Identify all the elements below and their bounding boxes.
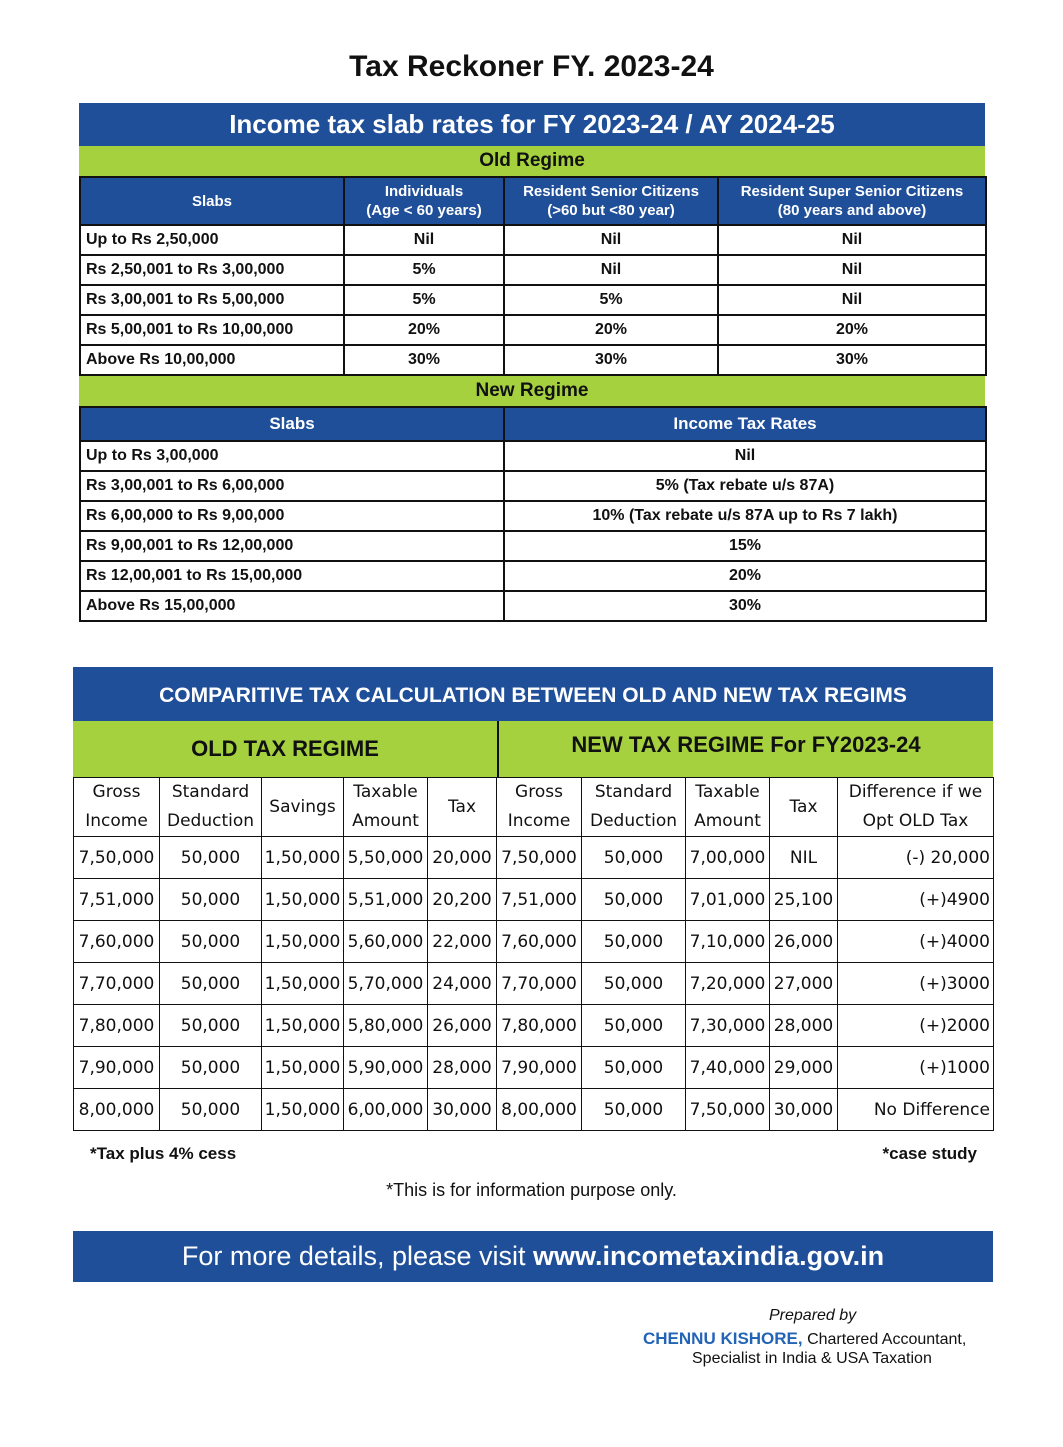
rate-cell: Nil	[718, 285, 986, 315]
comparison-header: Standard Deduction	[582, 778, 686, 837]
new-regime-row	[80, 591, 986, 621]
comparison-cell: 7,90,000	[74, 1047, 160, 1089]
comparison-cell: (+)4900	[838, 879, 994, 921]
new-regime-header: Income Tax Rates	[504, 407, 986, 441]
slab-cell: Up to Rs 3,00,000	[80, 441, 504, 471]
comparison-cell: 5,90,000	[344, 1047, 428, 1089]
comparison-cell: 7,40,000	[686, 1047, 770, 1089]
comparison-cell: 7,90,000	[497, 1047, 582, 1089]
comparison-heading: COMPARITIVE TAX CALCULATION BETWEEN OLD AND NEW TAX REGIMS	[73, 667, 993, 721]
rate-cell: 30%	[504, 591, 986, 621]
comparison-cell: 24,000	[428, 963, 497, 1005]
cess-note: *Tax plus 4% cess	[90, 1144, 237, 1163]
rate-cell: 5%	[504, 285, 718, 315]
slab-cell: Rs 6,00,000 to Rs 9,00,000	[80, 501, 504, 531]
comparison-cell: 1,50,000	[262, 1005, 344, 1047]
rate-cell: 30%	[718, 345, 986, 375]
prepared-by: Prepared by	[769, 1307, 857, 1324]
rate-cell: 20%	[718, 315, 986, 345]
comparison-row	[74, 963, 994, 1005]
slab-heading: Income tax slab rates for FY 2023-24 / AY 2024-25	[79, 103, 985, 146]
comparison-row	[74, 837, 994, 879]
comparison-cell: 8,00,000	[497, 1089, 582, 1131]
comparison-cell: 50,000	[582, 1005, 686, 1047]
comparison-cell: (-) 20,000	[838, 837, 994, 879]
rate-cell: 5% (Tax rebate u/s 87A)	[504, 471, 986, 501]
comparison-cell: (+)1000	[838, 1047, 994, 1089]
old-regime-row	[80, 285, 986, 315]
comparison-cell: 50,000	[160, 921, 262, 963]
regime-labels	[73, 721, 993, 777]
information-note: *This is for information purpose only.	[386, 1180, 677, 1200]
comparison-header: Standard Deduction	[160, 778, 262, 837]
slab-cell: Rs 2,50,001 to Rs 3,00,000	[80, 255, 344, 285]
new-tax-regime-label: NEW TAX REGIME For FY2023-24	[571, 732, 921, 757]
comparison-row	[74, 1047, 994, 1089]
comparison-row	[74, 921, 994, 963]
comparison-cell: 1,50,000	[262, 1089, 344, 1131]
comparison-header: Tax	[428, 778, 497, 837]
comparison-cell: 20,000	[428, 837, 497, 879]
comparison-cell: 7,70,000	[74, 963, 160, 1005]
comparison-row	[74, 1005, 994, 1047]
slab-rates-section	[79, 103, 985, 622]
comparison-cell: 50,000	[582, 1089, 686, 1131]
comparison-header: Taxable Amount	[686, 778, 770, 837]
comparison-cell: 6,00,000	[344, 1089, 428, 1131]
comparison-table	[73, 777, 994, 1131]
comparison-cell: 28,000	[428, 1047, 497, 1089]
page-title: Tax Reckoner FY. 2023-24	[349, 50, 714, 83]
slab-cell: Up to Rs 2,50,000	[80, 225, 344, 255]
comparison-cell: NIL	[770, 837, 838, 879]
comparison-cell: 50,000	[160, 1047, 262, 1089]
rate-cell: 20%	[504, 315, 718, 345]
old-regime-table	[79, 176, 987, 376]
rate-cell: Nil	[504, 441, 986, 471]
new-regime-label: New Regime	[79, 376, 985, 406]
old-regime-row	[80, 225, 986, 255]
comparison-cell: 5,51,000	[344, 879, 428, 921]
comparison-cell: 30,000	[770, 1089, 838, 1131]
comparison-cell: 25,100	[770, 879, 838, 921]
new-regime-row	[80, 501, 986, 531]
author-name: CHENNU KISHORE,	[643, 1329, 803, 1348]
comparison-cell: 7,70,000	[497, 963, 582, 1005]
comparison-cell: 7,60,000	[497, 921, 582, 963]
old-regime-label: Old Regime	[79, 146, 985, 176]
comparison-cell: 26,000	[428, 1005, 497, 1047]
comparison-cell: 30,000	[428, 1089, 497, 1131]
rate-cell: 5%	[344, 285, 504, 315]
comparison-cell: 5,80,000	[344, 1005, 428, 1047]
comparison-cell: 20,200	[428, 879, 497, 921]
rate-cell: 20%	[504, 561, 986, 591]
author-role: Chartered Accountant,	[802, 1331, 967, 1348]
slab-cell: Above Rs 10,00,000	[80, 345, 344, 375]
rate-cell: 30%	[344, 345, 504, 375]
comparison-cell: 7,51,000	[497, 879, 582, 921]
rate-cell: 30%	[504, 345, 718, 375]
comparison-cell: (+)4000	[838, 921, 994, 963]
rate-cell: 10% (Tax rebate u/s 87A up to Rs 7 lakh)	[504, 501, 986, 531]
comparison-cell: 50,000	[582, 879, 686, 921]
comparison-cell: 5,50,000	[344, 837, 428, 879]
comparison-cell: (+)3000	[838, 963, 994, 1005]
comparison-cell: 50,000	[582, 963, 686, 1005]
old-regime-row	[80, 345, 986, 375]
author-specialty: Specialist in India & USA Taxation	[692, 1350, 932, 1367]
comparison-cell: 50,000	[160, 1005, 262, 1047]
comparison-cell: 7,51,000	[74, 879, 160, 921]
comparison-cell: 26,000	[770, 921, 838, 963]
old-tax-regime-label: OLD TAX REGIME	[73, 721, 499, 777]
comparison-cell: 29,000	[770, 1047, 838, 1089]
rate-cell: 20%	[344, 315, 504, 345]
comparison-cell: 7,10,000	[686, 921, 770, 963]
rate-cell: Nil	[718, 225, 986, 255]
old-regime-header: Resident Super Senior Citizens (80 years and above)	[718, 177, 986, 225]
comparison-cell: 7,80,000	[74, 1005, 160, 1047]
comparison-cell: 1,50,000	[262, 963, 344, 1005]
comparison-row	[74, 1089, 994, 1131]
comparison-cell: 7,30,000	[686, 1005, 770, 1047]
author-line	[643, 1329, 966, 1349]
new-regime-table	[79, 406, 987, 622]
comparison-cell: 7,80,000	[497, 1005, 582, 1047]
comparison-header: Gross Income	[74, 778, 160, 837]
comparison-cell: 50,000	[582, 921, 686, 963]
comparison-cell: 8,00,000	[74, 1089, 160, 1131]
comparison-cell: 7,50,000	[497, 837, 582, 879]
new-regime-row	[80, 531, 986, 561]
comparison-cell: 5,60,000	[344, 921, 428, 963]
comparison-cell: 27,000	[770, 963, 838, 1005]
rate-cell: Nil	[504, 255, 718, 285]
old-regime-row	[80, 315, 986, 345]
comparison-section	[73, 667, 993, 1131]
new-regime-row	[80, 441, 986, 471]
visit-text: For more details, please visit	[181, 1241, 534, 1271]
comparison-cell: 1,50,000	[262, 1047, 344, 1089]
new-regime-header: Slabs	[80, 407, 504, 441]
slab-cell: Rs 12,00,001 to Rs 15,00,000	[80, 561, 504, 591]
slab-cell: Rs 5,00,001 to Rs 10,00,000	[80, 315, 344, 345]
comparison-cell: 1,50,000	[262, 879, 344, 921]
comparison-header: Gross Income	[497, 778, 582, 837]
comparison-header: Difference if we Opt OLD Tax	[838, 778, 994, 837]
rate-cell: 15%	[504, 531, 986, 561]
comparison-cell: 1,50,000	[262, 921, 344, 963]
comparison-cell: 5,70,000	[344, 963, 428, 1005]
comparison-cell: 50,000	[160, 1089, 262, 1131]
comparison-cell: 7,50,000	[686, 1089, 770, 1131]
comparison-cell: 7,01,000	[686, 879, 770, 921]
slab-cell: Rs 3,00,001 to Rs 5,00,000	[80, 285, 344, 315]
comparison-header: Tax	[770, 778, 838, 837]
old-regime-header: Resident Senior Citizens (>60 but <80 year)	[504, 177, 718, 225]
new-regime-row	[80, 471, 986, 501]
old-regime-header: Individuals (Age < 60 years)	[344, 177, 504, 225]
old-regime-header: Slabs	[80, 177, 344, 225]
comparison-cell: 7,50,000	[74, 837, 160, 879]
comparison-cell: 50,000	[582, 1047, 686, 1089]
rate-cell: Nil	[718, 255, 986, 285]
slab-cell: Rs 3,00,001 to Rs 6,00,000	[80, 471, 504, 501]
case-study-note: *case study	[882, 1144, 977, 1163]
rate-cell: Nil	[504, 225, 718, 255]
comparison-cell: 50,000	[160, 963, 262, 1005]
comparison-cell: 7,00,000	[686, 837, 770, 879]
slab-cell: Above Rs 15,00,000	[80, 591, 504, 621]
comparison-cell: No Difference	[838, 1089, 994, 1131]
comparison-header: Taxable Amount	[344, 778, 428, 837]
comparison-cell: 7,60,000	[74, 921, 160, 963]
comparison-row	[74, 879, 994, 921]
comparison-cell: (+)2000	[838, 1005, 994, 1047]
comparison-cell: 50,000	[160, 837, 262, 879]
new-regime-row	[80, 561, 986, 591]
comparison-cell: 28,000	[770, 1005, 838, 1047]
comparison-cell: 50,000	[582, 837, 686, 879]
rate-cell: 5%	[344, 255, 504, 285]
website-link[interactable]: www.incometaxindia.gov.in	[533, 1241, 885, 1271]
comparison-cell: 50,000	[160, 879, 262, 921]
comparison-header: Savings	[262, 778, 344, 837]
slab-cell: Rs 9,00,001 to Rs 12,00,000	[80, 531, 504, 561]
rate-cell: Nil	[344, 225, 504, 255]
comparison-cell: 1,50,000	[262, 837, 344, 879]
comparison-cell: 22,000	[428, 921, 497, 963]
old-regime-row	[80, 255, 986, 285]
comparison-cell: 7,20,000	[686, 963, 770, 1005]
visit-banner	[73, 1231, 993, 1282]
